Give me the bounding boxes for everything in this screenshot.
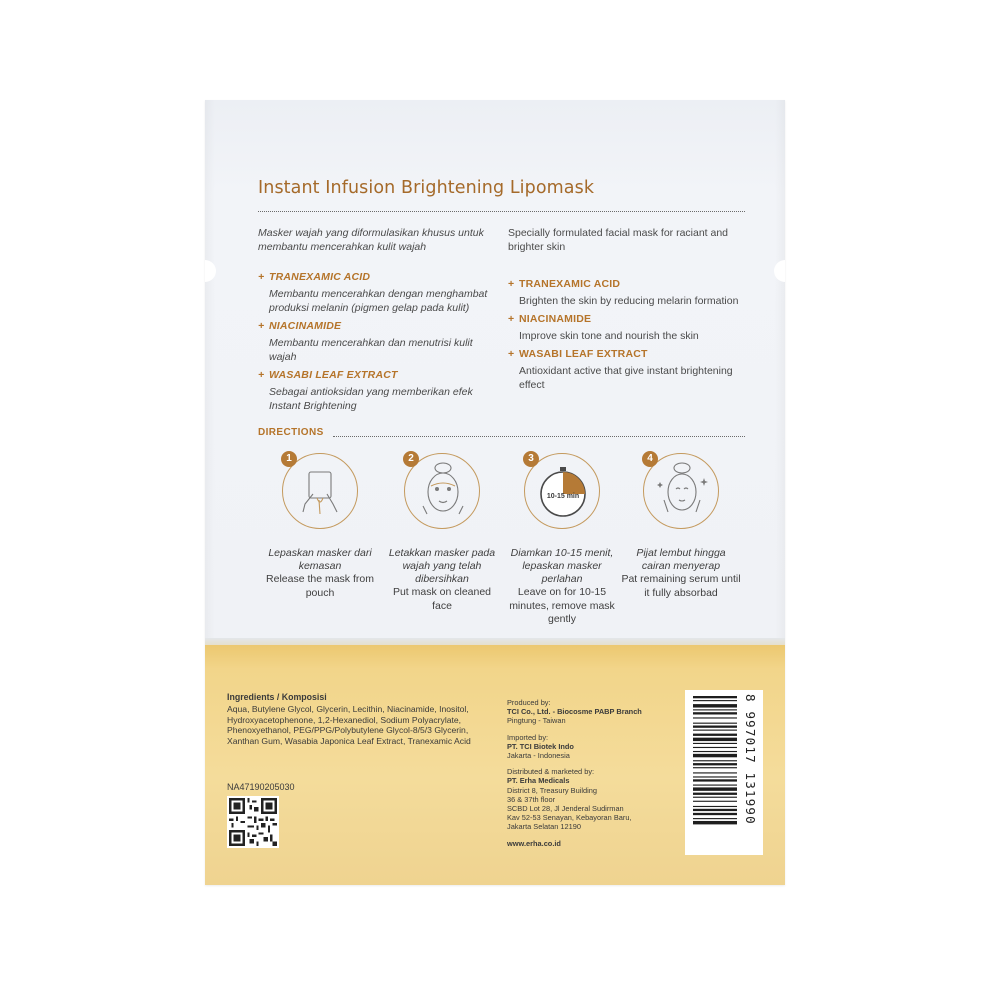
ingredient-heading: + NIACINAMIDE [508, 313, 592, 325]
direction-step-3 [502, 453, 622, 627]
importer-place: Jakarta - Indonesia [507, 751, 570, 761]
face-mask-icon [405, 454, 481, 530]
ingredient-desc: Sebagai antioksidan yang memberikan efek Instant Brightening [269, 386, 473, 412]
step-illustration [643, 453, 719, 529]
ingredient-desc: Improve skin tone and nourish the skin [519, 330, 699, 342]
ingredient-heading: + TRANEXAMIC ACID [508, 278, 621, 290]
step-number: 3 [523, 451, 539, 467]
step-text-indonesian: Lepaskan masker dari kemasan [268, 547, 372, 572]
directions-divider [333, 436, 745, 437]
address-line: SCBD Lot 28, Jl Jenderal Sudirman [507, 804, 624, 814]
ingredients-list: Aqua, Butylene Glycol, Glycerin, Lecithin, Niacinamide, Inositol, Hydroxyacetophenone, 1,2-Hexanediol, Sodium Polyacrylate, Phenoxyethanol, PEG/PPG/Polybutylene Glycol-8/5/3 Glycerin, Xanthan Gum, Wasabia Japonica Leaf Extract, Tranexamic Acid [227, 703, 471, 747]
address-line: District 8, Treasury Building [507, 785, 597, 795]
intro-indonesian: Masker wajah yang diformulasikan khusus untuk membantu mencerahkan kulit wajah [258, 227, 484, 253]
producer-name: TCI Co., Ltd. - Biocosme PABP Branch [507, 707, 642, 717]
manufacturer-info [507, 698, 657, 848]
step-text-indonesian: Letakkan masker pada wajah yang telah dibersihkan [388, 547, 496, 585]
ingredient-desc: Brighten the skin by reducing melarin formation [519, 295, 739, 307]
direction-step-4 [621, 453, 741, 600]
pouch-hands-icon [283, 454, 359, 530]
ingredient-heading: + NIACINAMIDE [258, 320, 342, 332]
qr-code [227, 796, 279, 848]
directions-heading: DIRECTIONS [258, 427, 324, 438]
step-text-english: Put mask on cleaned face [392, 586, 492, 612]
address-line: Jakarta Selatan 12190 [507, 822, 581, 832]
ingredient-desc: Membantu mencerahkan dan menutrisi kulit wajah [269, 337, 473, 363]
intro-english: Specially formulated facial mask for raciant and brighter skin [508, 227, 729, 253]
mask-pouch [205, 100, 785, 885]
distributed-label: Distributed & marketed by: [507, 767, 595, 777]
importer-name: PT. TCI Biotek Indo [507, 741, 574, 751]
product-title: Instant Infusion Brightening Lipomask [258, 178, 595, 198]
step-text-english: Pat remaining serum until it fully absorbad [621, 573, 741, 599]
ingredient-desc: Antioxidant active that give instant brightening effect [519, 365, 733, 391]
ingredient-heading: + WASABI LEAF EXTRACT [508, 348, 648, 360]
barcode [685, 690, 763, 855]
direction-step-2 [382, 453, 502, 613]
timer-icon [525, 454, 601, 530]
step-number: 4 [642, 451, 658, 467]
step-number: 2 [403, 451, 419, 467]
producer-place: Pingtung - Taiwan [507, 716, 566, 726]
step-illustration [404, 453, 480, 529]
ingredients-heading: Ingredients / Komposisi [227, 692, 327, 702]
registration-number: NA47190205030 [227, 782, 295, 792]
indonesian-column [258, 226, 503, 413]
title-divider [258, 211, 745, 212]
step-number: 1 [281, 451, 297, 467]
barcode-bars [685, 690, 741, 855]
step-text-indonesian: Pijat lembut hingga cairan menyerap [636, 547, 726, 572]
address-line: Kav 52-53 Senayan, Kebayoran Baru, [507, 813, 632, 823]
ingredient-desc: Membantu mencerahkan dengan menghambat produksi melanin (pigmen gelap pada kulit) [269, 288, 488, 314]
imported-label: Imported by: [507, 732, 549, 742]
step-text-english: Release the mask from pouch [266, 573, 374, 599]
face-pat-icon [644, 454, 720, 530]
english-column [508, 226, 748, 392]
produced-label: Produced by: [507, 698, 551, 707]
distributor-name: PT. Erha Medicals [507, 776, 570, 786]
step-illustration [282, 453, 358, 529]
ingredients-block [227, 692, 473, 747]
ingredient-heading: + TRANEXAMIC ACID [258, 271, 371, 283]
ingredient-heading: + WASABI LEAF EXTRACT [258, 369, 398, 381]
timer-label: 10-15 min [546, 493, 580, 500]
barcode-number: 8 997017 131990 [743, 694, 758, 825]
website: www.erha.co.id [507, 838, 561, 848]
address-line: 36 & 37th floor [507, 794, 556, 804]
direction-step-1 [260, 453, 380, 600]
step-text-english: Leave on for 10-15 minutes, remove mask gently [509, 586, 615, 625]
step-illustration [524, 453, 600, 529]
step-text-indonesian: Diamkan 10-15 menit, lepaskan masker perlahan [510, 547, 614, 585]
